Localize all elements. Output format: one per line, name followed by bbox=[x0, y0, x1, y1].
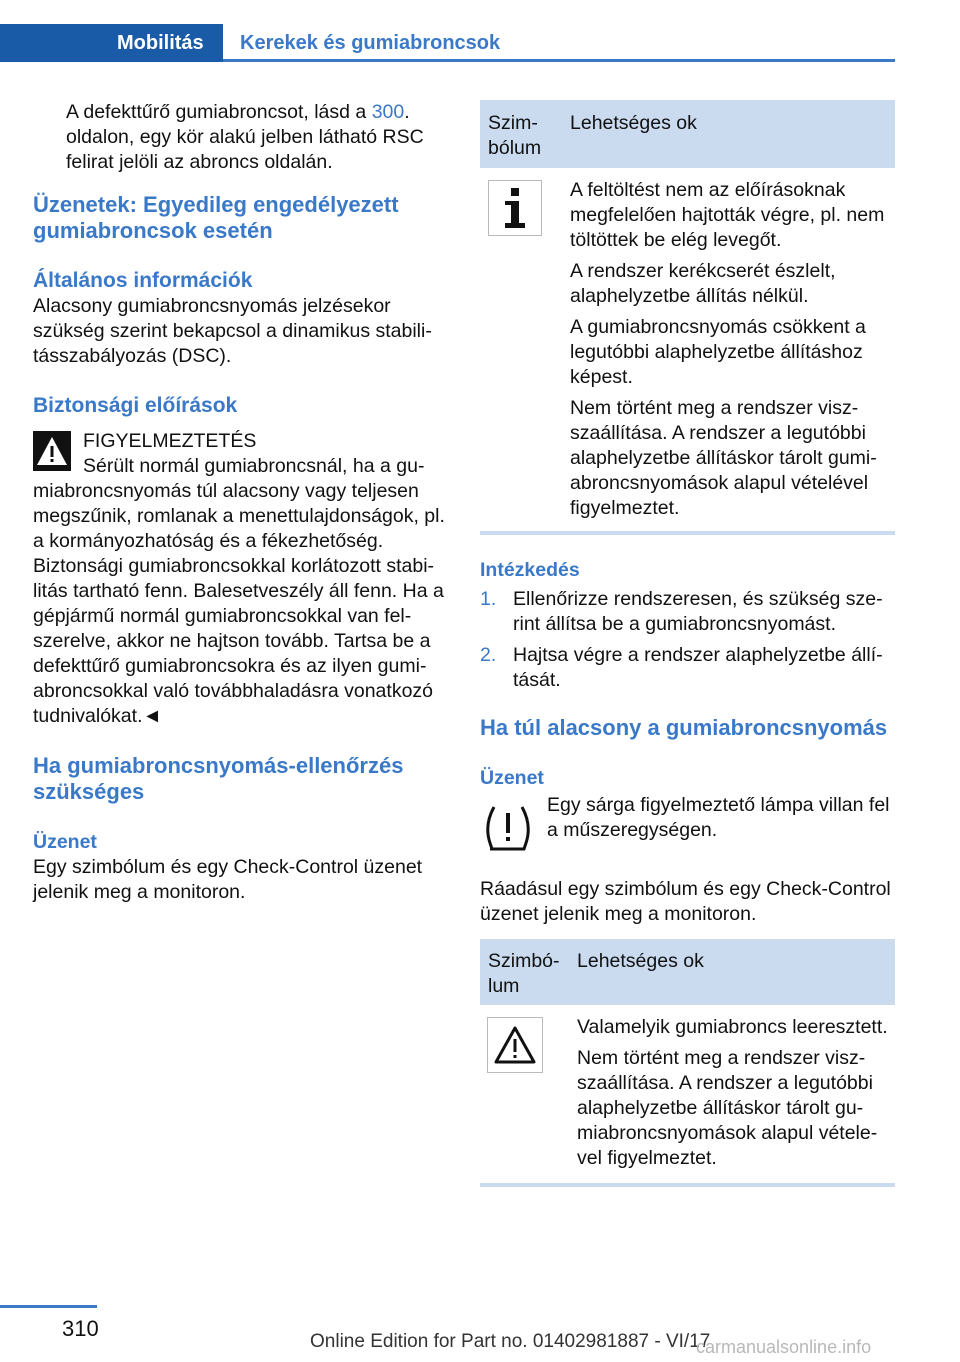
table-2 bbox=[480, 939, 895, 1187]
table-2-header bbox=[480, 939, 895, 1005]
step-number: 1. bbox=[480, 588, 497, 610]
table-row bbox=[480, 168, 895, 531]
intro-text-post: . oldalon, egy kör alakú jelben látható RSC felirat jelöli az abroncs oldalán. bbox=[66, 101, 424, 173]
header-rule bbox=[223, 59, 895, 62]
table-1-col-causes: Lehetséges ok bbox=[570, 112, 697, 134]
tire-pressure-warning-icon bbox=[480, 799, 536, 855]
cause-3: A gumiabroncsnyomás csökkent a legutóbbi alaphelyzetbe állításhoz képest. bbox=[570, 316, 866, 388]
table-1-header bbox=[480, 100, 895, 168]
list-item bbox=[480, 643, 895, 693]
warning-block bbox=[33, 429, 446, 729]
watermark: carmanualsonline.info bbox=[696, 1337, 872, 1357]
warning-triangle-icon bbox=[487, 1017, 543, 1073]
warning-triangle-icon bbox=[33, 431, 71, 471]
cause-1: A feltöltést nem az előírásoknak megfelelően hajtották végre, pl. nem töltöttek be elég levegőt. bbox=[570, 179, 885, 251]
page-link-300[interactable]: 300 bbox=[371, 101, 405, 123]
tab-kerekek[interactable]: Kerekek és gumiabroncsok bbox=[240, 32, 501, 54]
cause-2: A rendszer kerékcserét észlelt, alaphelyzetbe állítás nélkül. bbox=[570, 260, 836, 307]
heading-uzenet-left: Üzenet bbox=[33, 831, 97, 853]
heading-ellenorzes: Ha gumiabroncsnyomás-ellenőrzés szükséges bbox=[33, 753, 404, 804]
table-1-col-symbol: Szimbólum bbox=[488, 112, 542, 159]
list-item bbox=[480, 587, 895, 637]
table-2-col-causes: Lehetséges ok bbox=[577, 950, 704, 972]
heading-tul-alacsony: Ha túl alacsony a gumiabroncsnyomás bbox=[480, 715, 888, 740]
table-2-bottom-rule bbox=[480, 1183, 895, 1187]
step-text: Ellenőrizze rendszeresen, és szükség szerint állítsa be a gumiabroncsnyomást. bbox=[513, 588, 883, 635]
cause-2: Nem történt meg a rendszer viszszaállítása. A rendszer a legutóbbi alaphelyzetbe állításkor tárolt gumiabroncsnyomások alapul vételevel figyelmeztet. bbox=[577, 1047, 878, 1169]
warning-text: Sérült normál gumiabroncsnál, ha a gumiabroncsnyomás túl alacsony vagy teljesen megszűnik, romlanak a menettulajdonságok, pl. a kormányozhatóság és a fékezhetőség. Biztonsági gumiabroncsokkal korlátozott stabilitás tartható fenn. Balesetveszély áll fenn. Ha a gépjármű normál gumiabroncsokkal van felszerelve, akkor ne hajtson tovább. Tartsa be a defekttűrő gumiabroncsokra és az ilyen gumiabroncsokkal való továbbhaladásra vonatkozó tudnivalókat.◄ bbox=[33, 455, 445, 727]
step-text: Hajtsa végre a rendszer alaphelyzetbe állítását. bbox=[513, 644, 883, 691]
right-column bbox=[480, 100, 895, 1187]
warning-title: FIGYELMEZTETÉS bbox=[83, 430, 257, 452]
paragraph-radasul: Ráadásul egy szimbólum és egy Check-Control üzenet jelenik meg a monitoron. bbox=[480, 878, 891, 925]
footer-rule bbox=[0, 1305, 97, 1308]
heading-intezkedes: Intézkedés bbox=[480, 559, 580, 581]
heading-altalanos: Általános információk bbox=[33, 269, 253, 292]
heading-biztonsagi: Biztonsági előírások bbox=[33, 394, 238, 417]
paragraph-uzenet-left: Egy szimbólum és egy Check-Control üzenet jelenik meg a monitoron. bbox=[33, 856, 423, 903]
page-number: 310 bbox=[62, 1316, 99, 1341]
lamp-block bbox=[480, 793, 895, 855]
steps-list bbox=[480, 587, 895, 693]
info-icon bbox=[488, 180, 542, 236]
tab-mobilitas[interactable]: Mobilitás bbox=[0, 24, 223, 62]
heading-uzenetek: Üzenetek: Egyedileg engedélyezett gumiabroncsok esetén bbox=[33, 192, 399, 243]
table-1-bottom-rule bbox=[480, 531, 895, 535]
table-1 bbox=[480, 100, 895, 535]
paragraph-altalanos: Alacsony gumiabroncsnyomás jelzésekor szükség szerint bekapcsol a dinamikus stabilitásszabályozás (DSC). bbox=[33, 295, 432, 367]
cause-1: Valamelyik gumiabroncs leeresztett. bbox=[577, 1016, 888, 1038]
intro-text-pre: A defekttűrő gumiabroncsot, lásd a bbox=[66, 101, 372, 123]
paragraph-lampa: Egy sárga figyelmeztető lámpa villan fel a műszeregységen. bbox=[547, 794, 890, 841]
left-column bbox=[33, 100, 446, 905]
heading-uzenet-right: Üzenet bbox=[480, 767, 544, 789]
edition-text: Online Edition for Part no. 01402981887 - VI/17 bbox=[310, 1331, 711, 1352]
table-2-col-symbol: Szimbólum bbox=[488, 950, 560, 997]
header-tabs bbox=[0, 24, 895, 62]
intro-paragraph bbox=[33, 100, 446, 175]
table-row bbox=[480, 1005, 895, 1183]
step-number: 2. bbox=[480, 644, 497, 666]
cause-4: Nem történt meg a rendszer viszszaállítása. A rendszer a legutóbbi alaphelyzetbe állításkor tárolt gumiabroncsnyomások alapul vételével figyelmeztet. bbox=[570, 397, 877, 519]
